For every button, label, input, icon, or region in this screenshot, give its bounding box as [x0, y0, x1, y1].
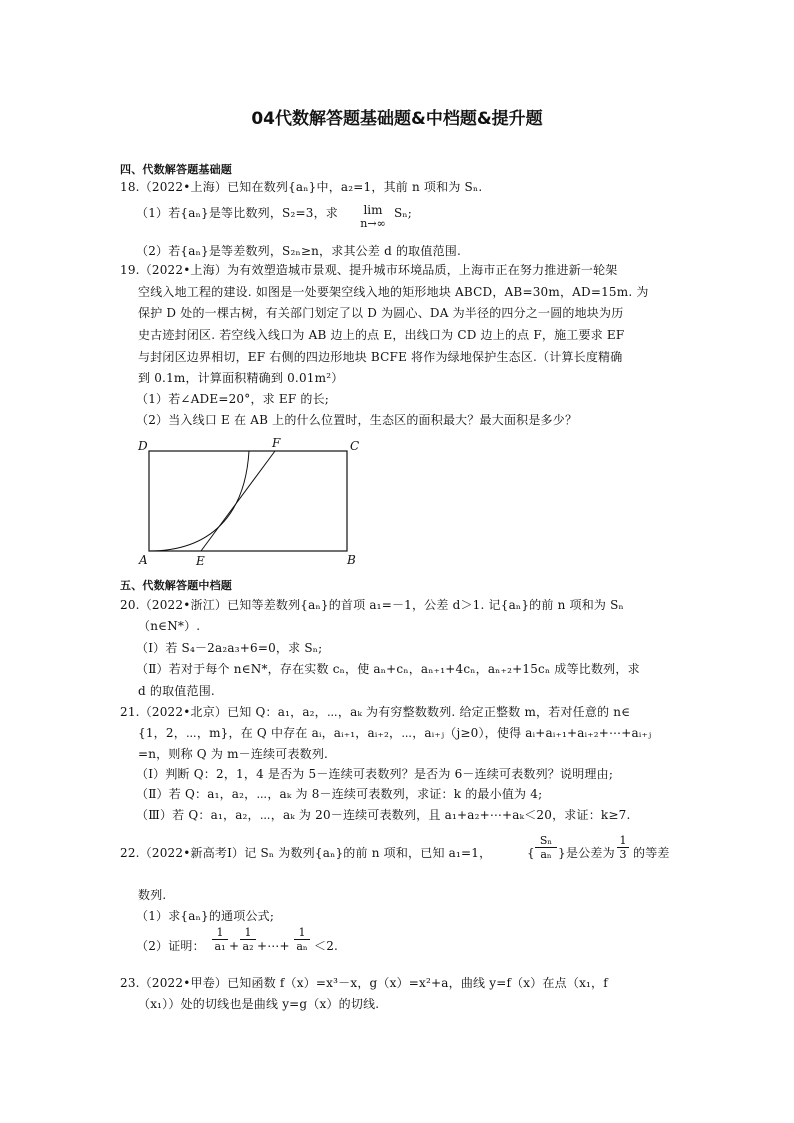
q20-part2-cont: d 的取值范围.: [138, 684, 215, 698]
fraction-one-over-a2: [240, 926, 256, 953]
q22-part2-right: ＜2.: [314, 939, 339, 953]
q19-line-2: 空线入地工程的建设. 如图是一处要架空线入地的矩形地块 ABCD，AB=30m，AD=15m. 为: [138, 285, 649, 299]
fraction-denominator: a₁: [214, 940, 226, 953]
fraction-one-over-an: [294, 926, 310, 953]
q19-part1: （1）若∠ADE=20°，求 EF 的长;: [136, 392, 330, 406]
limit-expression: [356, 204, 390, 230]
label-b: B: [347, 553, 356, 567]
fraction-one-over-a1: [212, 926, 228, 953]
q19-line-6: 到 0.1m，计算面积精确到 0.01m²）: [138, 371, 344, 385]
fraction-numerator: 1: [212, 926, 228, 940]
q21-part2: （Ⅱ）若 Q：a₁，a₂，⋯，aₖ 为 8－连续可表数列，求证：k 的最小值为 4;: [136, 787, 543, 801]
q22-brace-open: {: [527, 846, 535, 860]
fraction-sn-over-an: [535, 834, 557, 861]
lim-subscript: n→∞: [360, 217, 386, 230]
q21-line-3: =n，则称 Q 为 m－连续可表数列.: [138, 747, 329, 761]
q20-line-2: （n∈N*）.: [138, 619, 201, 633]
q20-line-1: 20.（2022•浙江）已知等差数列{aₙ}的首项 a₁=－1，公差 d＞1. 记{aₙ}的前 n 项和为 Sₙ: [120, 598, 624, 612]
q19-part2: （2）当入线口 E 在 AB 上的什么位置时，生态区的面积最大？最大面积是多少？: [136, 413, 578, 427]
q22-part1: （1）求{aₙ}的通项公式;: [136, 909, 275, 923]
lim-label: lim: [363, 203, 383, 217]
q21-part3: （Ⅲ）若 Q：a₁，a₂，⋯，aₖ 为 20－连续可表数列，且 a₁+a₂+⋯+aₖ＜20，求证：k≥7.: [136, 808, 631, 822]
q23-line-1: 23.（2022•甲卷）已知函数 f（x）=x³－x，g（x）=x²+a，曲线 y=f（x）在点（x₁，f: [120, 976, 608, 990]
label-a: A: [139, 553, 148, 567]
q19-line-5: 与封闭区边界相切，EF 右侧的四边形地块 BCFE 将作为绿地保护生态区.（计算长度精确: [138, 350, 623, 364]
label-d: D: [138, 439, 148, 453]
q22-stem-mid: 是公差为: [566, 846, 615, 860]
fraction-denominator: aₙ: [296, 940, 308, 953]
fraction-numerator: 1: [294, 926, 310, 940]
fraction-numerator: 1: [240, 926, 256, 940]
q22-stem-right: 的等差: [633, 846, 670, 860]
quarter-circle-arc: [149, 451, 249, 551]
tangent-line-ef: [201, 451, 275, 551]
q18-part1-right: Sₙ;: [394, 206, 413, 220]
q21-line-1: 21.（2022•北京）已知 Q：a₁，a₂，⋯，aₖ 为有穷整数数列. 给定正整数 m，若对任意的 n∈: [120, 705, 631, 719]
q23-line-2: （x₁））处的切线也是曲线 y=g（x）的切线.: [138, 997, 380, 1011]
q20-part1: （Ⅰ）若 S₄－2a₂a₃+6=0，求 Sₙ;: [136, 641, 323, 655]
label-e: E: [196, 554, 205, 568]
label-f: F: [272, 436, 281, 450]
q22-stem-cont: 数列.: [138, 888, 167, 902]
q20-part2: （Ⅱ）若对于每个 n∈N*，存在实数 cₙ，使 aₙ+cₙ，aₙ₊₁+4cₙ，aₙ₊₂+15cₙ 成等比数列，求: [136, 662, 640, 676]
q19-line-3: 保护 D 处的一棵古树，有关部门划定了以 D 为圆心、DA 为半径的四分之一圆的地块为历: [138, 306, 624, 320]
section-heading-basic: 四、代数解答题基础题: [120, 163, 232, 176]
q22-stem-left: 22.（2022•新高考Ⅰ）记 Sₙ 为数列{aₙ}的前 n 项和，已知 a₁=1，: [120, 846, 492, 860]
fraction-denominator: 3: [619, 848, 627, 861]
q19-line-4: 史古迹封闭区. 若空线入线口为 AB 边上的点 E，出线口为 CD 边上的点 F，施工要求 EF: [138, 328, 625, 342]
q18-part1-left: （1）若{aₙ}是等比数列，S₂=3，求: [136, 206, 338, 220]
plus-sign: +: [229, 939, 240, 953]
q19-figure: [130, 432, 370, 572]
section-heading-intermediate: 五、代数解答题中档题: [120, 579, 232, 592]
q21-line-2: {1，2，⋯，m}，在 Q 中存在 aᵢ，aᵢ₊₁，aᵢ₊₂，⋯，aᵢ₊ⱼ（j≥0），使得 aᵢ+aᵢ₊₁+aᵢ₊₂+⋯+aᵢ₊ⱼ: [138, 726, 652, 740]
fraction-numerator: Sₙ: [535, 834, 557, 848]
q21-part1: （Ⅰ）判断 Q：2，1，4 是否为 5－连续可表数列？是否为 6－连续可表数列？说明理由;: [136, 767, 614, 781]
q18-part2: （2）若{aₙ}是等差数列，S₂ₙ≥n，求其公差 d 的取值范围.: [136, 244, 461, 258]
ellipsis-plus: +⋯+: [257, 939, 290, 953]
q22-part2-left: （2）证明：: [136, 939, 205, 953]
label-c: C: [350, 439, 360, 453]
q22-brace-close: }: [558, 846, 566, 860]
q19-line-1: 19.（2022•上海）为有效塑造城市景观、提升城市环境品质，上海市正在努力推进新一轮架: [120, 263, 618, 277]
q18-stem: 18.（2022•上海）已知在数列{aₙ}中，a₂=1，其前 n 项和为 Sₙ.: [120, 180, 483, 194]
fraction-numerator: 1: [617, 834, 629, 848]
page-title: 04代数解答题基础题&中档题&提升题: [251, 109, 543, 129]
fraction-denominator: a₂: [242, 940, 254, 953]
fraction-one-third: [617, 834, 629, 861]
rectangle-abcd: [149, 451, 347, 551]
fraction-denominator: aₙ: [540, 848, 552, 861]
